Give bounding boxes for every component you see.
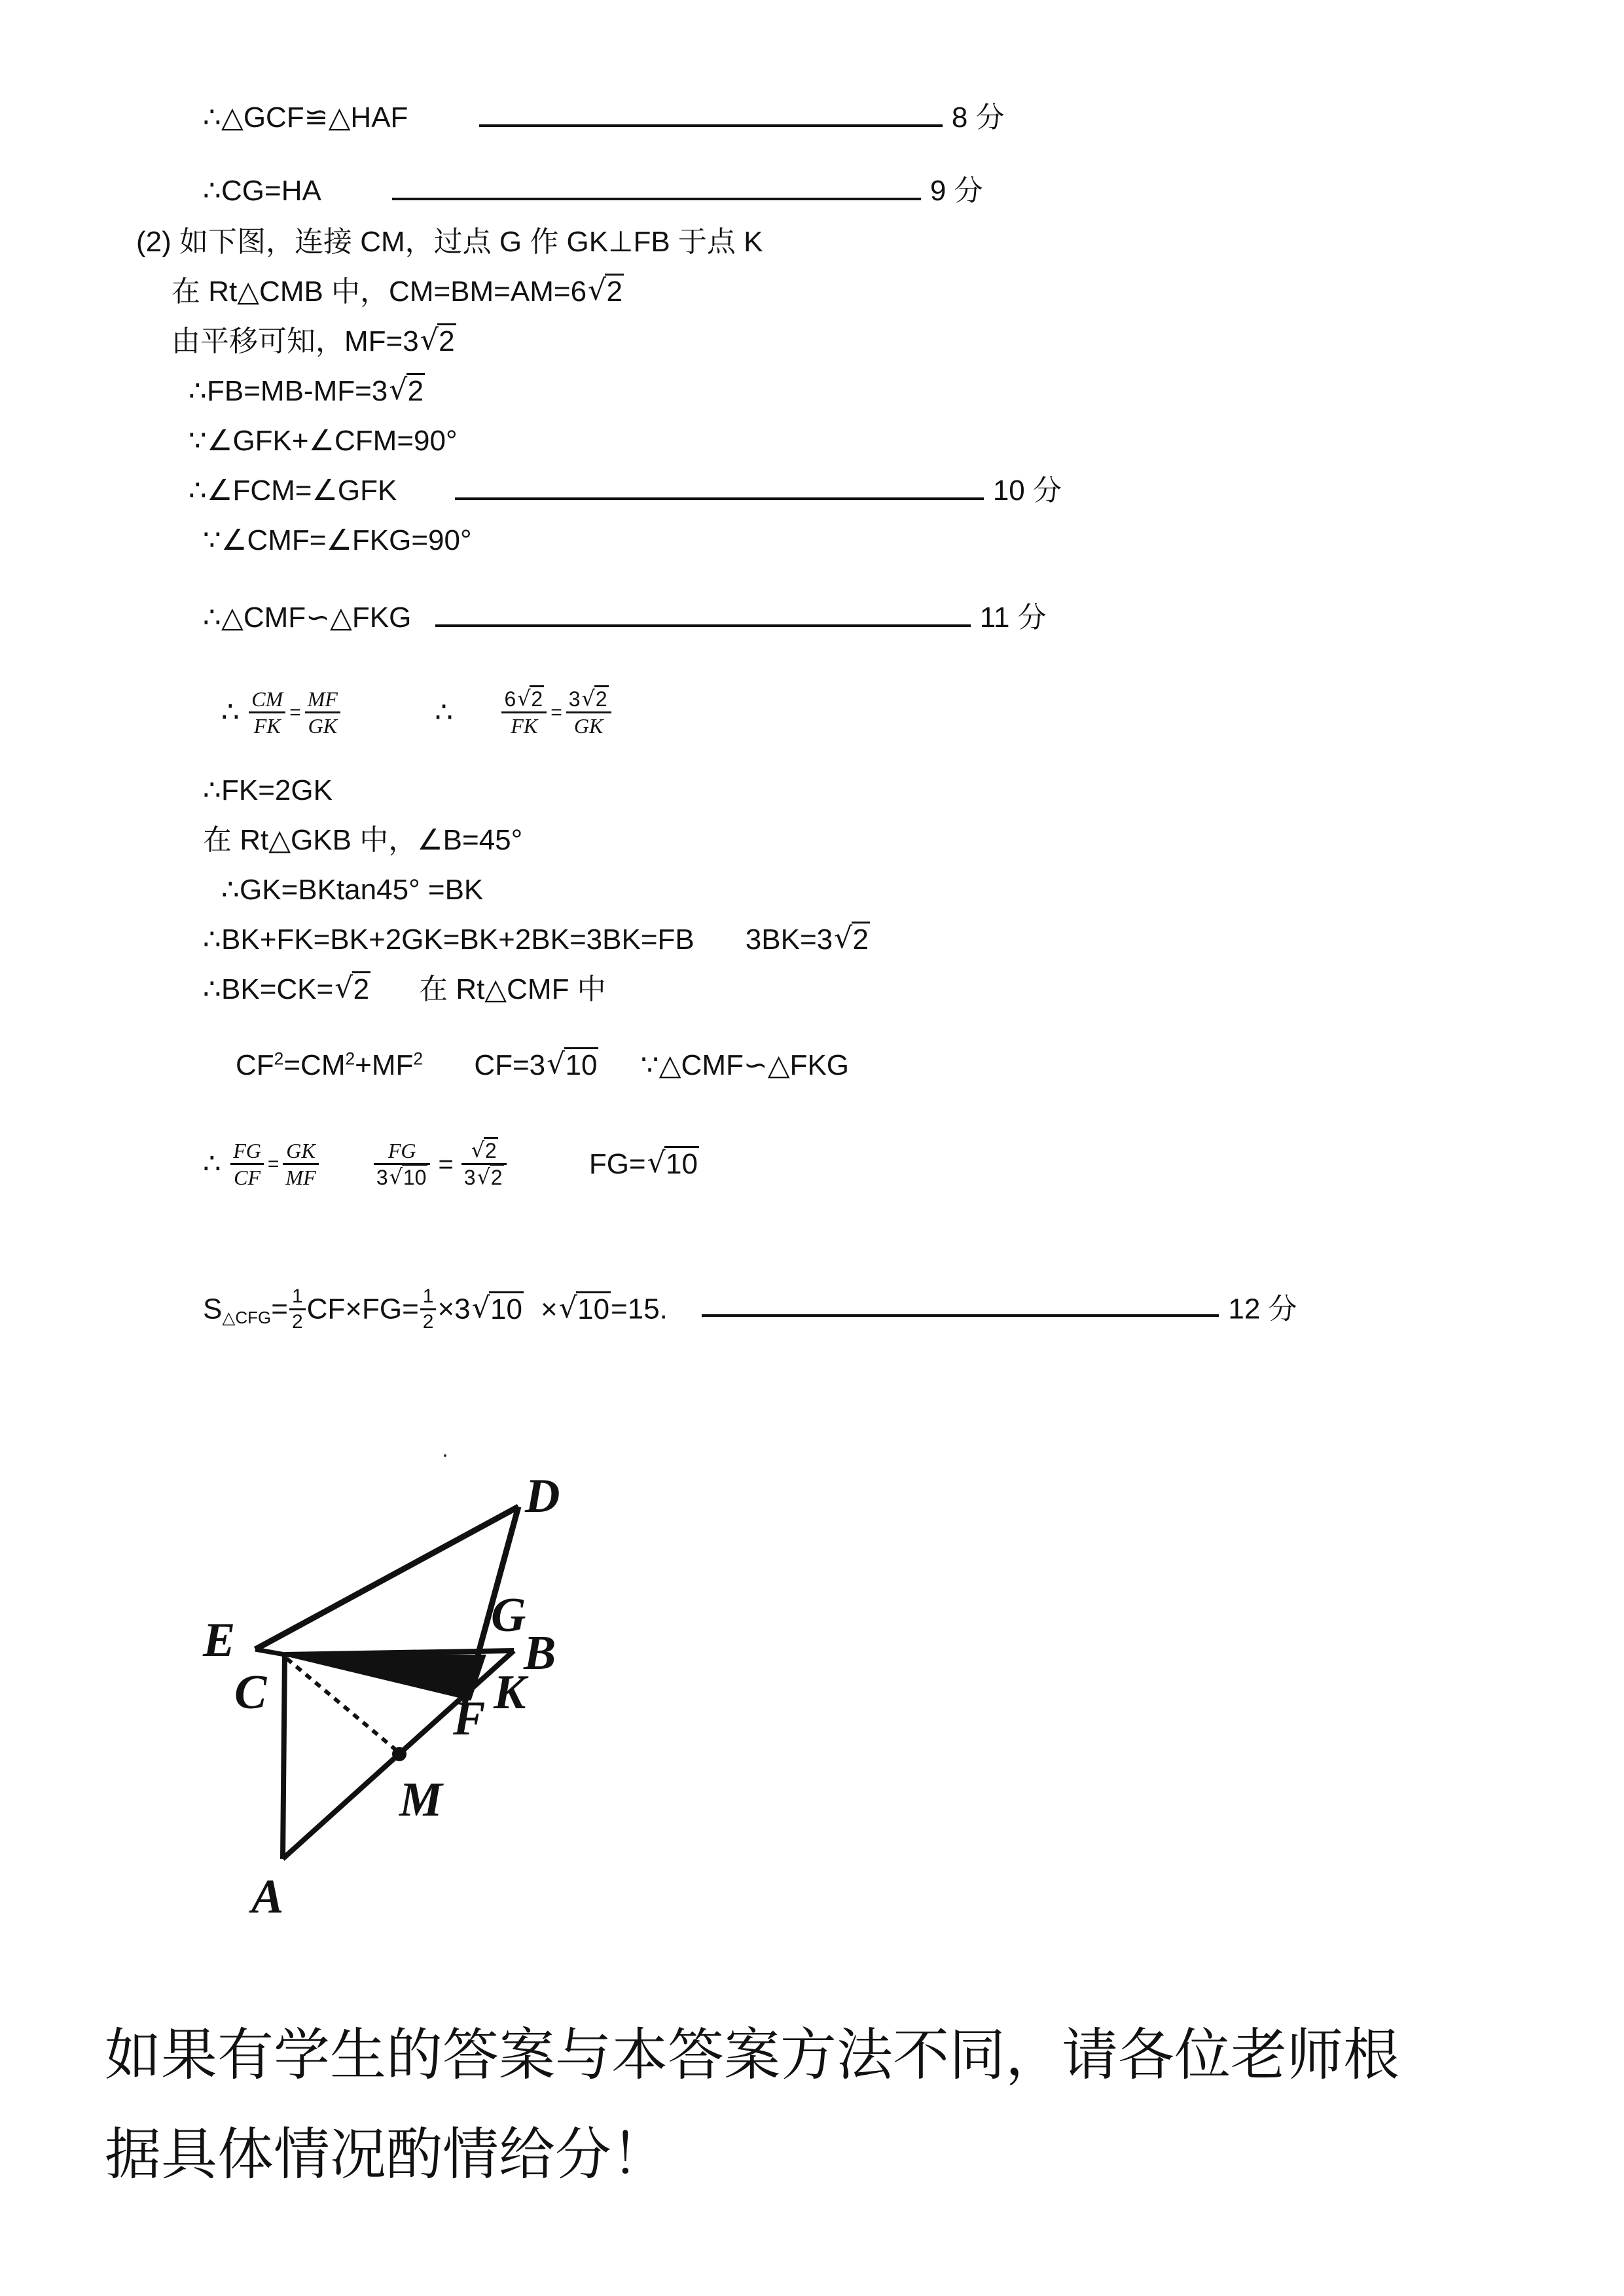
exponent: 2 <box>345 1049 355 1069</box>
fraction-fg-cf <box>230 1140 264 1188</box>
line-fg-proportion <box>203 1140 699 1188</box>
score-label: 8 分 <box>951 101 1005 134</box>
fraction-gk-mf <box>283 1140 318 1188</box>
step-text: 在 Rt△CMB 中，CM=BM=AM=6 <box>171 276 587 308</box>
stray-dot <box>444 1454 446 1457</box>
fraction-fg-3r10 <box>374 1140 431 1188</box>
label-g: G <box>491 1588 526 1642</box>
denominator <box>461 1165 507 1188</box>
label-a: A <box>251 1870 284 1924</box>
radicand: 2 <box>437 323 456 357</box>
label-c: C <box>234 1666 267 1719</box>
line-angle-sum: ∵∠GFK+∠CFM=90° <box>189 425 458 457</box>
grading-note-line-1: 如果有学生的答案与本答案方法不同，请各位老师根 <box>105 2022 1399 2088</box>
area-symbol: S <box>203 1293 223 1325</box>
exponent: 2 <box>274 1049 284 1069</box>
radicand: 10 <box>489 1291 524 1325</box>
radical <box>471 1140 498 1161</box>
denominator: 2 <box>422 1311 434 1333</box>
numerator: CM <box>249 689 285 713</box>
radical <box>588 278 624 306</box>
cf-value: CF=3 <box>474 1049 546 1081</box>
line-bk-ck <box>203 975 606 1004</box>
radicand: 2 <box>852 922 870 956</box>
denominator: 2 <box>291 1311 303 1333</box>
step-text: ∴BK+FK=BK+2GK=BK+2BK=3BK=FB <box>203 924 695 956</box>
fraction-half <box>420 1287 437 1332</box>
line-cm-bm-am <box>171 278 624 306</box>
coef: 3 <box>568 687 581 711</box>
geometry-figure <box>183 1446 641 1944</box>
score-rule <box>702 1314 1219 1317</box>
segment-ec <box>255 1649 285 1655</box>
therefore-symbol: ∴ <box>203 1147 221 1180</box>
radicand: 2 <box>484 1137 498 1162</box>
cf-term: CF <box>236 1049 274 1081</box>
fraction-mf-gk <box>305 689 340 736</box>
radicand: 2 <box>530 685 544 711</box>
grading-note <box>105 2017 1578 2193</box>
mf-term: +MF <box>355 1049 414 1081</box>
radicand: 10 <box>576 1291 611 1325</box>
equals-sign: = <box>267 1153 280 1175</box>
radical <box>334 975 370 1004</box>
fraction-3r2-gk <box>566 689 611 736</box>
numerator: MF <box>305 689 340 713</box>
segment-ed <box>255 1507 518 1649</box>
numerator: FG <box>374 1140 431 1165</box>
fraction-half <box>289 1287 306 1332</box>
label-b: B <box>524 1626 556 1680</box>
line-congruence-gcf-haf <box>203 103 1005 132</box>
step-text: ∴∠FCM=∠GFK <box>189 475 397 507</box>
denominator <box>374 1165 431 1188</box>
step-text: 由平移可知，MF=3 <box>171 325 419 357</box>
numerator <box>566 689 611 713</box>
area-expr: ×3 <box>437 1293 471 1325</box>
line-fb <box>189 377 425 406</box>
numerator: 1 <box>289 1287 306 1310</box>
equals-sign: = <box>550 701 562 723</box>
step-text: ∴△GCF≌△HAF <box>203 101 408 134</box>
line-3bk-fb <box>203 925 870 954</box>
area-subscript: △CFG <box>222 1307 272 1327</box>
step-text: ∴CG=HA <box>203 175 320 207</box>
fraction-r2-3r2 <box>461 1140 507 1188</box>
score-label: 11 分 <box>979 601 1047 634</box>
line-cg-equals-ha <box>203 177 983 206</box>
radical <box>834 925 870 954</box>
score-label: 12 分 <box>1228 1293 1297 1325</box>
radicand: 2 <box>490 1164 504 1189</box>
line-proportion-cm-fk <box>221 689 613 736</box>
line-area-cfg <box>203 1287 1297 1332</box>
denominator: MF <box>285 1166 316 1189</box>
numerator: GK <box>283 1140 318 1165</box>
radical <box>547 1051 598 1080</box>
radical <box>517 689 544 709</box>
area-expr: CF×FG= <box>306 1293 419 1325</box>
line-rt-gkb: 在 Rt△GKB 中，∠B=45° <box>203 824 523 856</box>
step-text: ∴BK=CK= <box>203 973 334 1005</box>
coef: 3 <box>463 1166 476 1189</box>
fraction-6r2-fk <box>501 689 547 736</box>
line-pythagoras-cf <box>236 1051 849 1080</box>
score-rule <box>392 198 921 200</box>
label-e: E <box>203 1613 236 1667</box>
radicand: 10 <box>402 1164 428 1189</box>
line-fk-2gk: ∴FK=2GK <box>203 774 333 806</box>
numerator: 1 <box>420 1287 437 1310</box>
exponent: 2 <box>413 1049 424 1069</box>
equals-sign: = <box>438 1149 454 1179</box>
radical <box>647 1147 699 1180</box>
step-text: ∴FB=MB-MF=3 <box>189 375 388 407</box>
label-k: K <box>494 1666 526 1719</box>
step-text: ∴△CMF∽△FKG <box>203 601 412 634</box>
coef: 3 <box>376 1166 388 1189</box>
line-angle-fcm-gfk <box>189 476 1062 505</box>
therefore-symbol: ∴ <box>435 696 454 728</box>
radical <box>582 689 609 709</box>
therefore-symbol: ∴ <box>221 696 240 728</box>
numerator <box>501 689 547 713</box>
segment-ca <box>283 1655 285 1859</box>
radical <box>389 377 425 406</box>
score-rule <box>455 497 984 500</box>
geometry-svg <box>183 1446 641 1944</box>
radical <box>389 1167 428 1188</box>
area-expr: × <box>541 1293 558 1325</box>
radical <box>472 1295 524 1324</box>
numerator: FG <box>230 1140 264 1165</box>
cm-term: =CM <box>283 1049 346 1081</box>
coef: 6 <box>504 687 516 711</box>
line-gk-bk: ∴GK=BKtan45° =BK <box>221 874 484 906</box>
step-text-rt-cmf: 在 Rt△CMF 中 <box>419 973 606 1005</box>
denominator: CF <box>234 1166 261 1189</box>
equals-sign: = <box>289 701 301 723</box>
equals-sign: = <box>271 1293 288 1325</box>
grading-note-line-2: 据具体情况酌情给分！ <box>105 2122 668 2188</box>
radical <box>420 327 456 356</box>
score-label: 9 分 <box>929 175 983 207</box>
label-d: D <box>525 1469 560 1523</box>
fraction-cm-fk <box>249 689 285 736</box>
part-2-heading: (2) 如下图，连接 CM，过点 G 作 GK⊥FB 于点 K <box>136 226 763 258</box>
label-m: M <box>399 1773 442 1827</box>
radical <box>477 1167 504 1188</box>
area-result: =15. <box>611 1293 668 1325</box>
radicand: 2 <box>352 971 370 1005</box>
line-similar-triangles <box>203 603 1047 632</box>
denominator: GK <box>308 714 338 738</box>
radicand: 2 <box>594 685 609 711</box>
line-mf-translation <box>171 327 456 356</box>
score-label: 10 分 <box>992 475 1062 507</box>
denominator: FK <box>511 714 538 738</box>
denominator: GK <box>573 714 604 738</box>
step-text-3bk: 3BK=3 <box>745 924 833 956</box>
radicand: 10 <box>664 1146 699 1180</box>
numerator <box>461 1140 507 1165</box>
radical <box>559 1295 611 1324</box>
score-rule <box>479 124 943 127</box>
score-rule <box>435 624 971 627</box>
point-m <box>392 1747 406 1761</box>
line-right-angles: ∵∠CMF=∠FKG=90° <box>203 524 472 556</box>
label-f: F <box>453 1692 486 1746</box>
fg-value: FG= <box>588 1147 646 1180</box>
radicand: 2 <box>406 373 425 407</box>
radicand: 10 <box>564 1047 599 1081</box>
radicand: 2 <box>605 274 623 308</box>
since-similar: ∵△CMF∽△FKG <box>640 1049 850 1081</box>
denominator: FK <box>253 714 281 738</box>
